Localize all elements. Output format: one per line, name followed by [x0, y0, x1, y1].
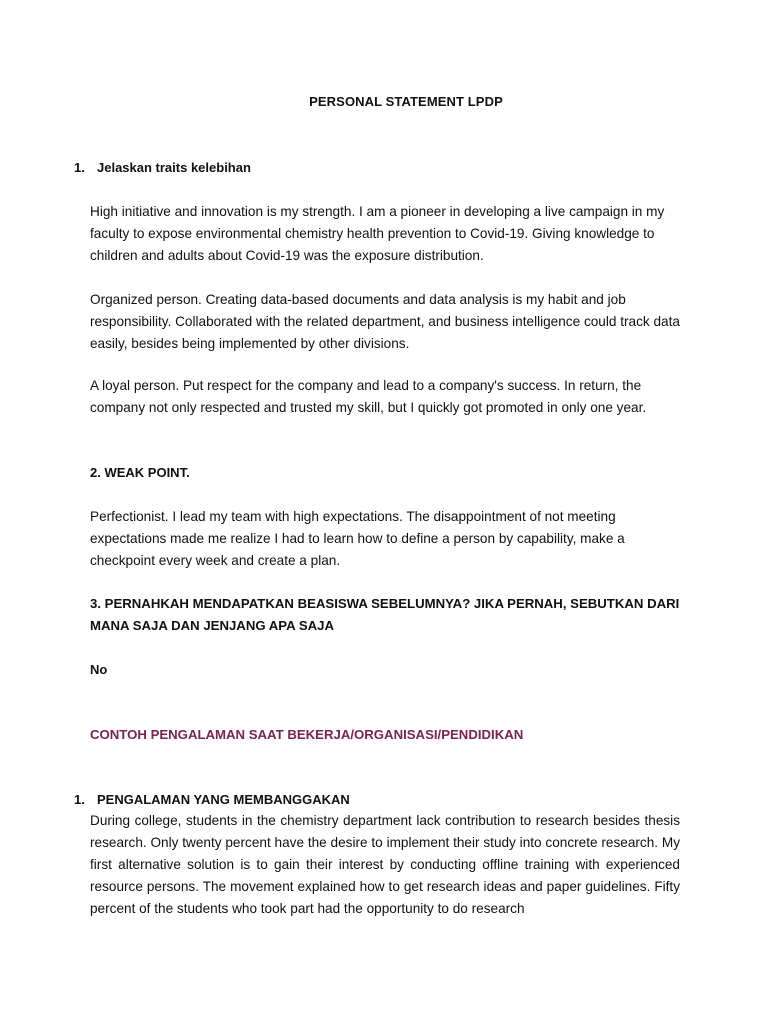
experience1-number: 1.: [74, 792, 85, 807]
section1-number: 1.: [74, 160, 85, 175]
section3-answer: No: [90, 662, 108, 677]
section2-paragraph: Perfectionist. I lead my team with high expectations. The disappointment of not meeting expectations made me realize I had to learn how to define a person by capability, make a checkpoint every week and create a plan.: [90, 509, 625, 568]
section1-paragraph-2: Organized person. Creating data-based documents and data analysis is my habit and job responsibility. Collaborated with the related department, and business intelligence could track data easily, besides being implemented by other divisions.: [90, 292, 680, 351]
section1-heading: [74, 160, 251, 175]
examples-heading: CONTOH PENGALAMAN SAAT BEKERJA/ORGANISASI/PENDIDIKAN: [90, 727, 524, 742]
experience1-paragraph: During college, students in the chemistry department lack contribution to research besides thesis research. Only twenty percent have the desire to implement their study into concrete research. My first alternative solution is to gain their interest by conducting offline training with experienced resource persons. The movement explained how to get research ideas and paper guidelines. Fifty percent of the students who took part had the opportunity to do research: [90, 813, 680, 916]
experience1-heading-text: PENGALAMAN YANG MEMBANGGAKAN: [97, 792, 350, 807]
section3-question: 3. PERNAHKAH MENDAPATKAN BEASISWA SEBELUMNYA? JIKA PERNAH, SEBUTKAN DARI MANA SAJA DAN JENJANG APA SAJA: [90, 596, 680, 633]
section1-paragraph-3: A loyal person. Put respect for the company and lead to a company's success. In return, the company not only respected and trusted my skill, but I quickly got promoted in only one year.: [90, 378, 647, 415]
section1-heading-text: Jelaskan traits kelebihan: [97, 160, 251, 175]
section1-paragraph-1: High initiative and innovation is my strength. I am a pioneer in developing a live campaign in my faculty to expose environmental chemistry health prevention to Covid-19. Giving knowledge to children and adults about Covid-19 was the exposure distribution.: [90, 204, 665, 263]
page-title: PERSONAL STATEMENT LPDP: [309, 94, 503, 109]
experience1-heading: [74, 792, 350, 807]
section2-heading: 2. WEAK POINT.: [90, 465, 190, 480]
